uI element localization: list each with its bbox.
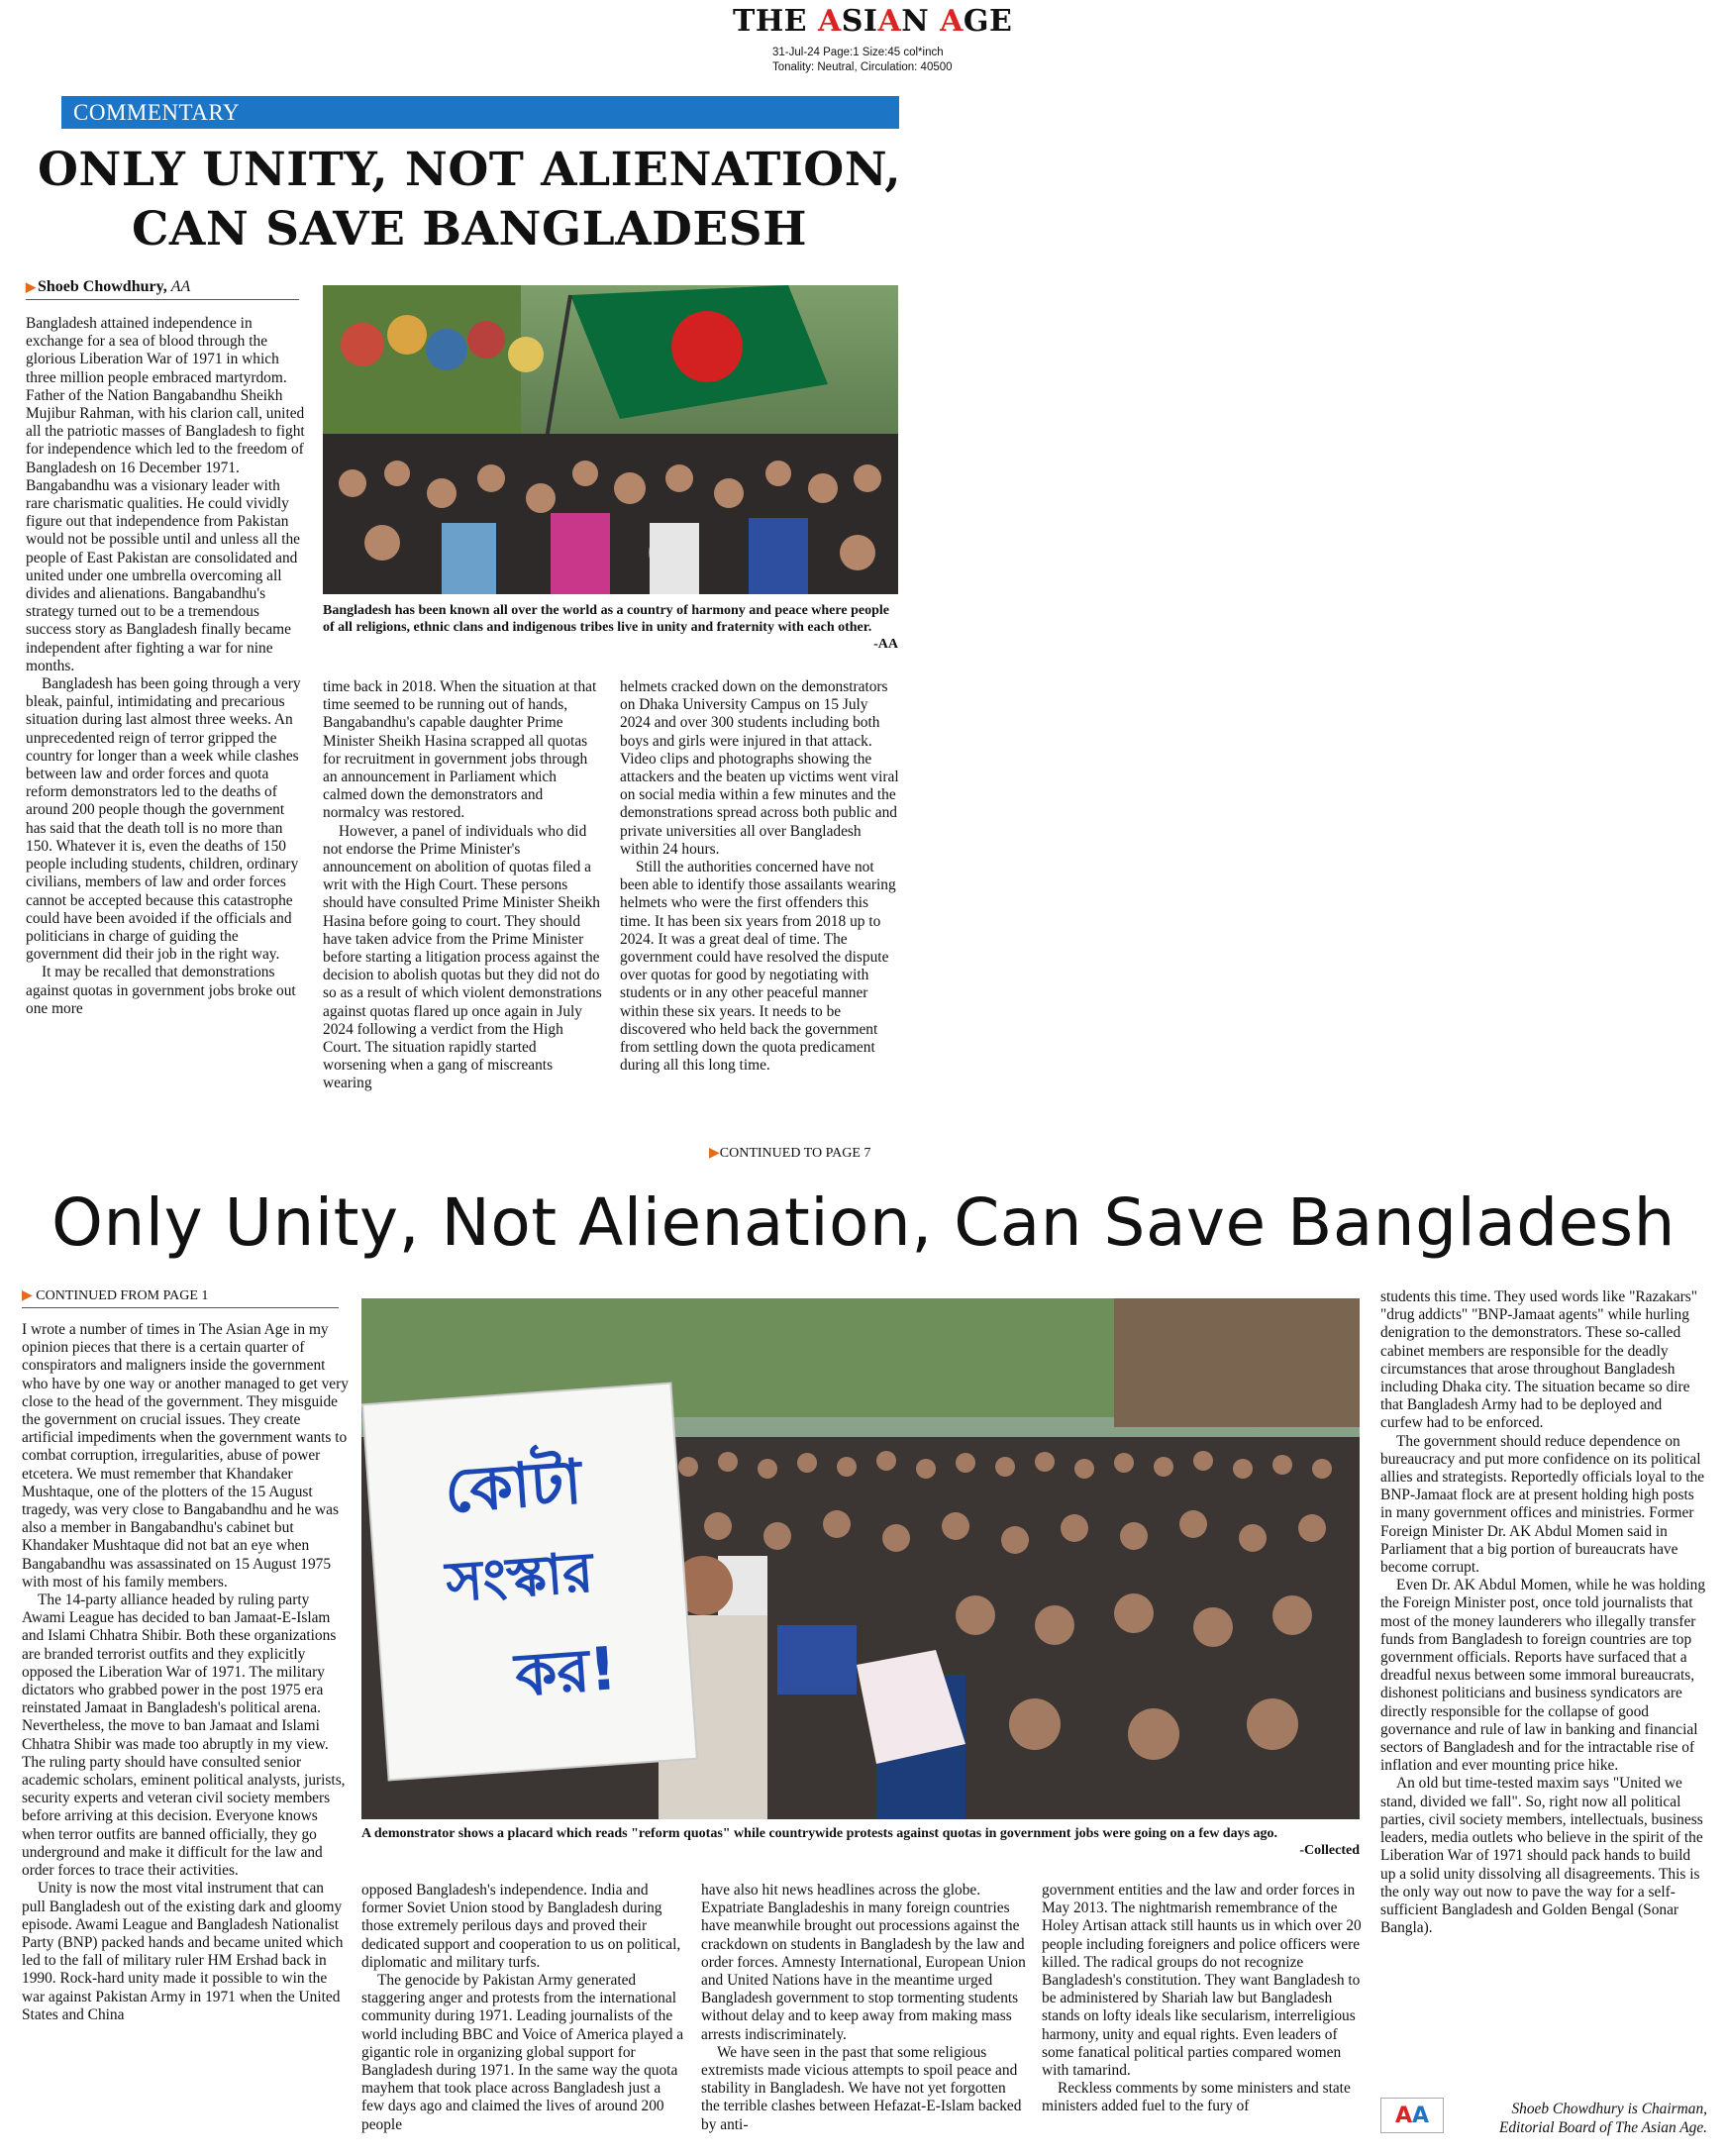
paragraph: An old but time-tested maxim says "United we stand, divided we fall". So, right now all political parties, civil society members, intellectuals, business leaders, media outlets who believe in the spirit of the Liberation War of 1971 should pack hands to build up a solid unity dissolving all disagreements. This is the only way out now to pave the way for a self-sufficient Bangladesh and Golden Bengal (Sonar Bangla). bbox=[1380, 1775, 1703, 1937]
arrow-icon: ▶ bbox=[22, 1288, 33, 1303]
paragraph: The government should reduce dependence on bureaucracy and put more confidence on its political allies and strategists. Reportedly officials loyal to the BNP-Jamaat flock are at present holding high posts in many government offices and ministries. Former Foreign Minister Dr. AK Abdul Momen said in Parliament that a big portion of bureaucrats have become corrupt. bbox=[1380, 1432, 1705, 1577]
signature-line-2: Editorial Board of The Asian Age. bbox=[1498, 2119, 1707, 2136]
paragraph: We have seen in the past that some religious extremists made vicious attempts to spoil peace and stability in Bangladesh. We have not yet forgotten the terrible clashes between Hefazat-E-Islam backed by anti- bbox=[701, 2043, 1022, 2133]
continued-to-label: CONTINUED TO PAGE 7 bbox=[719, 1146, 871, 1161]
photo2-credit: -Collected bbox=[1299, 1843, 1360, 1858]
article-column-3 bbox=[620, 678, 900, 1075]
protest-photo-image bbox=[361, 1298, 1360, 1819]
clipping-meta bbox=[772, 46, 953, 75]
placard-line-2: সংস্কার bbox=[444, 1540, 596, 1615]
paragraph: I wrote a number of times in The Asian Age in my opinion pieces that there is a certain quarter of conspirators and maligners inside the government who have by one way or another managed to get very close to the head of the government. They misguide the government on crucial issues. They create artificial impediments when the government wants to combat corruption, irregularities, abuse of power etcetera. We must remember that Khandaker Mushtaque, one of the plotters of the 15 August tragedy, was very close to Bangabandhu and he was also a member in Bangabandhu's cabinet but Khandaker Mushtaque did not bat an eye when Bangabandhu was assassinated on 15 August 1975 with most of his family members. bbox=[22, 1321, 349, 1591]
paragraph: Bangladesh attained independence in exchange for a sea of blood through the glorious Liberation War of 1971 in which three million people embraced martyrdom. Father of the Nation Bangabandhu Sheikh Mujibur Rahman, with his clarion call, united all the patriotic masses of Bangladesh to fight for independence which led to the freedom of Bangladesh on 16 December 1971. Bangabandhu was a visionary leader with rare charismatic qualities. He could vividly figure out that independence from Pakistan would not be possible until and unless all the people of East Pakistan are consolidated and united under one umbrella overcoming all divides and alienations. Bangabandhu's strategy turned out to be a tremendous success story as Bangladesh finally became independent after fighting a war for nine months. bbox=[26, 315, 305, 674]
photo2-caption bbox=[361, 1825, 1360, 1859]
clipping-meta-line1: 31-Jul-24 Page:1 Size:45 col*inch bbox=[772, 47, 944, 58]
article-column-p7-4 bbox=[1042, 1882, 1365, 2116]
article-column-2 bbox=[323, 678, 603, 1093]
placard-line-3: কর! bbox=[512, 1634, 619, 1711]
caption-text: A demonstrator shows a placard which reads "reform quotas" while countrywide protests against quotas in government jobs were going on a few days ago. bbox=[361, 1826, 1278, 1841]
article-column-p7-5 bbox=[1380, 1288, 1707, 1937]
author-name: Shoeb Chowdhury, bbox=[38, 278, 171, 295]
article-column-1 bbox=[26, 315, 306, 1018]
section-bar bbox=[61, 96, 899, 129]
caption-text: Bangladesh has been known all over the world as a country of harmony and peace where people of all religions, ethnic clans and indigenous tribes live in unity and fraternity with each other. bbox=[323, 603, 889, 635]
author-signature bbox=[1446, 2100, 1707, 2137]
protest-photo bbox=[361, 1298, 1360, 1819]
paragraph: It may be recalled that demonstrations against quotas in government jobs broke out one more bbox=[26, 964, 296, 1017]
paragraph: Still the authorities concerned have not been able to identify those assailants wearing helmets who were the first offenders this time. It has been six years from 2018 up to 2024. It was a great deal of time. The government could have resolved the dispute over quotas for good by negotiating with students or in any other peaceful manner within these six years. It needs to be discovered who held back the government from settling down the quota predicament during all this long time. bbox=[620, 859, 896, 1075]
paragraph: helmets cracked down on the demonstrators on Dhaka University Campus on 15 July 2024 and over 300 students including both boys and girls were injured in that attack. Video clips and photographs showing the attackers and the beaten up victims went viral on social media within a few minutes and the demonstrations spread across both public and private universities all over Bangladesh within 24 hours. bbox=[620, 678, 899, 858]
photo-caption bbox=[323, 602, 898, 653]
clipping-meta-line2: Tonality: Neutral, Circulation: 40500 bbox=[772, 61, 953, 73]
photo-credit: -AA bbox=[873, 637, 898, 652]
paragraph: Reckless comments by some ministers and state ministers added fuel to the fury of bbox=[1042, 2080, 1351, 2115]
page7-title: Only Unity, Not Alienation, Can Save Bangladesh bbox=[51, 1184, 1676, 1261]
paragraph: opposed Bangladesh's independence. India and former Soviet Union stood by Bangladesh during those extremely perilous days and proved their dedicated support and cooperation to us on political, diplomatic and military turfs. bbox=[361, 1882, 681, 1971]
byline bbox=[26, 278, 299, 300]
continued-from bbox=[22, 1287, 339, 1308]
paragraph: Even Dr. AK Abdul Momen, while he was holding the Foreign Minister post, once told journalists that most of the money launderers who illegally transfer funds from Bangladesh to foreign countries are top government officials. Reports have surfaced that a dreadful nexus between some immoral bureaucrats, dishonest politicians and business syndicators are directly responsible for the collapse of good governance and rule of law in banking and financial sectors of Bangladesh and for the intractable rise of inflation and ever mounting price hike. bbox=[1380, 1577, 1706, 1775]
paragraph: government entities and the law and order forces in May 2013. The nightmarish remembrance of the Holey Artisan attack still haunts us in which over 20 people including foreigners and police officers were killed. The radical groups do not recognize Bangladesh's constitution. They want Bangladesh to be administered by Shariah law but Bangladesh stands on lofty ideals like secularism, interreligious harmony, unity and equal rights. Even leaders of some fanatical political parties compared women with tamarind. bbox=[1042, 1882, 1362, 2080]
page-title: ONLY UNITY, NOT ALIENATION, CAN SAVE BANGLADESH bbox=[37, 143, 902, 257]
asian-age-logo-icon: A A bbox=[1380, 2098, 1444, 2133]
paragraph: The 14-party alliance headed by ruling party Awami League has decided to ban Jamaat-E-Islam and Islami Chhatra Shibir. Both these organizations are branded terrorist outfits and they explicitly opposed the Liberation War of 1971. The military dictators who grabbed power in the post 1975 era reinstated Jamaat in Bangladesh's political arena. Nevertheless, the move to ban Jamaat and Islami Chhatra Shibir was made too abruptly in my view. The ruling party should have consulted senior academic scholars, eminent political analysts, jurists, security experts and veteran civil society members before arriving at this decision. Everyone knows when terror outfits are banned officially, they go underground and make it difficult for the law and order forces to trace their activities. bbox=[22, 1591, 346, 1880]
masthead-logo: THE ASIAN AGE bbox=[733, 4, 1013, 39]
paragraph: time back in 2018. When the situation at that time seemed to be running out of hands, Bangabandhu's capable daughter Prime Minister Sheikh Hasina scrapped all quotas for recruitment in government jobs through an announcement in Parliament which calmed down the demonstrators and normalcy was restored. bbox=[323, 678, 597, 822]
article-column-p7-1 bbox=[22, 1321, 349, 2024]
paragraph: However, a panel of individuals who did not endorse the Prime Minister's announcement on abolition of quotas filed a writ with the High Court. These persons should have consulted Prime Minister Sheikh Hasina before going to court. They should have taken advice from the Prime Minister before starting a litigation process against the decision to abolish quotas but they did not do so as a result of which violent demonstrations against quotas flared up once again in July 2024 following a verdict from the High Court. The situation rapidly started worsening when a gang of miscreants wearing bbox=[323, 822, 602, 1092]
arrow-icon: ▶ bbox=[26, 279, 36, 294]
article-column-p7-3 bbox=[701, 1882, 1026, 2134]
rally-photo bbox=[323, 285, 898, 594]
paragraph: have also hit news headlines across the globe. Expatriate Bangladeshis in many foreign countries have meanwhile brought out processions against the crackdown on students in Bangladesh by the law and order forces. Amnesty International, European Union and United Nations have in the meantime urged Bangladesh government to stop tormenting students without delay and to keep away from making mass arrests indiscriminately. bbox=[701, 1882, 1026, 2043]
section-label: COMMENTARY bbox=[73, 100, 241, 125]
arrow-icon: ▶ bbox=[709, 1146, 720, 1161]
signature-line-1: Shoeb Chowdhury is Chairman, bbox=[1511, 2101, 1707, 2117]
paragraph: The genocide by Pakistan Army generated staggering anger and protests from the international community during 1971. Leading journalists of the world including BBC and Voice of America played a gigantic role in organizing global support for Bangladesh during 1971. In the same way the quota mayhem that took place across Bangladesh just a few days ago and claimed the lives of around 200 people bbox=[361, 1972, 684, 2133]
agency: AA bbox=[170, 278, 191, 295]
placard-line-1: কোটা bbox=[442, 1445, 584, 1527]
article-column-p7-2 bbox=[361, 1882, 684, 2134]
rally-photo-image bbox=[323, 285, 898, 594]
paragraph: Bangladesh has been going through a very bleak, painful, intimidating and precarious situation during last almost three weeks. An unprecedented reign of terror gripped the country for longer than a week while clashes between law and order forces and quota reform demonstrators led to the deaths of around 200 people though the government has said that the death toll is no more than 150. Whatever it is, even the deaths of 150 people including students, children, ordinary civilians, members of law and order forces cannot be accepted because this catastrophe could have been avoided if the officials and politicians in charge of guiding the government did their job in the right way. bbox=[26, 675, 301, 964]
paragraph: students this time. They used words like "Razakars" "drug addicts" "BNP-Jamaat agents" while hurling denigration to the demonstrators. These so-called cabinet members are responsible for the deadly circumstances that arose throughout Bangladesh including Dhaka city. The situation became so dire that Bangladesh Army had to be deployed and curfew had to be enforced. bbox=[1380, 1288, 1698, 1432]
paragraph: Unity is now the most vital instrument that can pull Bangladesh out of the existing dark and gloomy episode. Awami League and Bangladesh Nationalist Party (BNP) packed hands and became united which led to the fall of military ruler HM Ershad back in 1990. Rock-hard unity made it possible to win the war against Pakistan Army in 1971 when the United States and China bbox=[22, 1880, 344, 2023]
continued-to bbox=[709, 1145, 870, 1162]
continued-from-label: CONTINUED FROM PAGE 1 bbox=[36, 1288, 209, 1303]
